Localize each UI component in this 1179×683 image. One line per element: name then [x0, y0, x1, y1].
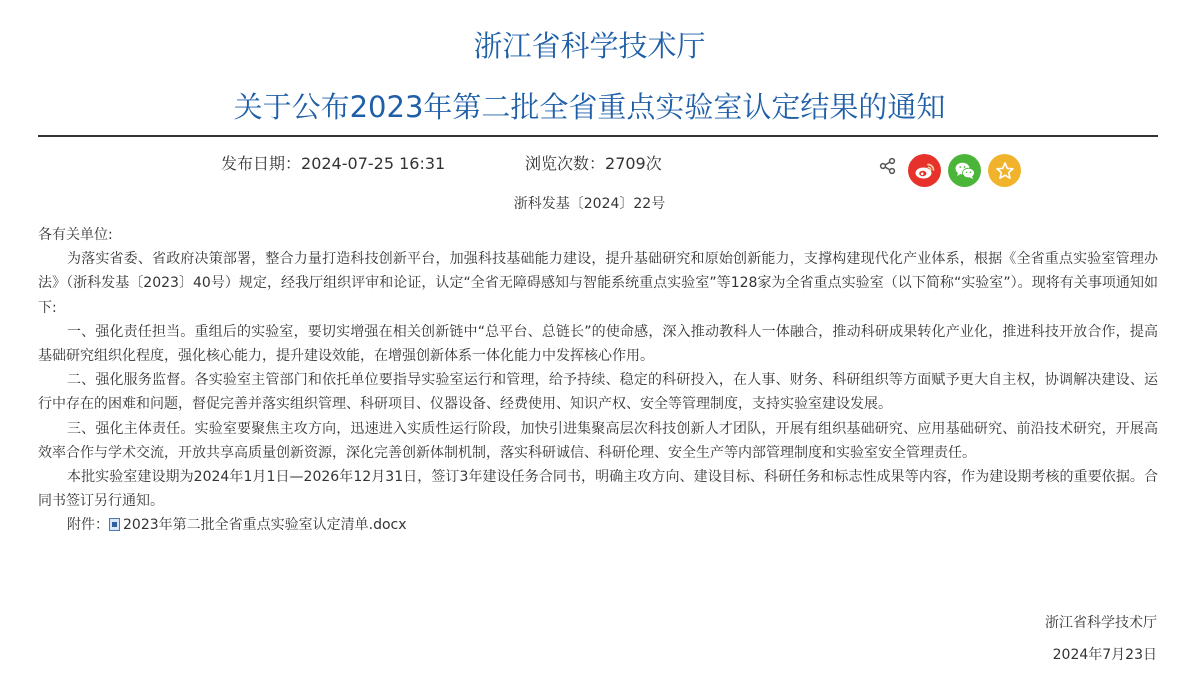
- item-1-paragraph: 一、强化责任担当。重组后的实验室，要切实增强在相关创新链中“总平台、总链长”的使命感，深入推动教科人一体融合，推动科研成果转化产业化，推进科技开放合作，提高基础研究组织化程度，强化核心能力，提升建设效能，在增强创新体系一体化能力中发挥核心作用。: [38, 323, 1158, 365]
- view-count-label: 浏览次数：: [525, 154, 606, 173]
- salutation: 各有关单位:: [38, 227, 113, 243]
- weibo-share-button[interactable]: [908, 154, 941, 187]
- wechat-icon: [954, 161, 976, 180]
- share-icon[interactable]: [878, 156, 898, 176]
- favorite-star-icon: [995, 161, 1015, 181]
- attachment-filename: 2023年第二批全省重点实验室认定清单.docx: [123, 517, 407, 534]
- construction-period-paragraph: 本批实验室建设期为2024年1月1日—2026年12月31日，签订3年建设任务合同书，明确主攻方向、建设目标、科研任务和标志性成果等内容，作为建设期考核的重要依据。合同书签订另行通知。: [38, 469, 1158, 510]
- attachment-label: 附件：: [67, 517, 109, 534]
- intro-paragraph: 为落实省委、省政府决策部署，整合力量打造科技创新平台，加强科技基础能力建设，提升基础研究和原始创新能力，支撑构建现代化产业体系，根据《全省重点实验室管理办法》（浙科发基〔2023〕40号）规定，经我厅组织评审和论证，认定“全省无障碍感知与智能系统重点实验室”等128家为全省重点实验室（以下简称“实验室”）。现将有关事项通知如下:: [38, 251, 1158, 316]
- view-count: [525, 152, 662, 176]
- attachment-line: [38, 513, 1158, 537]
- notice-body: [38, 223, 1158, 538]
- page-title: 关于公布2023年第二批全省重点实验室认定结果的通知: [233, 90, 946, 124]
- signature-date: 2024年7月23日: [1052, 647, 1157, 663]
- publish-date-value: 2024-07-25 16:31: [301, 154, 446, 173]
- publish-date-label: 发布日期：: [221, 154, 302, 173]
- document-number: 浙科发基〔2024〕22号: [513, 196, 666, 212]
- title-divider: [38, 135, 1158, 137]
- signature-org: 浙江省科学技术厅: [1045, 615, 1157, 631]
- favorite-button[interactable]: [988, 154, 1021, 187]
- attachment-link[interactable]: [109, 517, 407, 533]
- wechat-share-button[interactable]: [948, 154, 981, 187]
- item-2-paragraph: 二、强化服务监督。各实验室主管部门和依托单位要指导实验室运行和管理，给予持续、稳定的科研投入，在人事、财务、科研组织等方面赋予更大自主权，协调解决建设、运行中存在的困难和问题，督促完善并落实组织管理、科研项目、仪器设备、经费使用、知识产权、安全等管理制度，支持实验室建设发展。: [38, 372, 1158, 413]
- word-document-icon: [109, 518, 120, 531]
- issuing-org-title: 浙江省科学技术厅: [473, 29, 706, 63]
- publish-date: [221, 152, 445, 176]
- item-3-paragraph: 三、强化主体责任。实验室要聚焦主攻方向，迅速进入实质性运行阶段，加快引进集聚高层次科技创新人才团队，开展有组织基础研究、应用基础研究、前沿技术研究，开展高效率合作与学术交流，开放共享高质量创新资源，深化完善创新体制机制，落实科研诚信、科研伦理、安全生产等内部管理制度和实验室安全管理责任。: [38, 420, 1158, 461]
- weibo-icon: [914, 162, 936, 180]
- view-count-value: 2709次: [605, 154, 662, 173]
